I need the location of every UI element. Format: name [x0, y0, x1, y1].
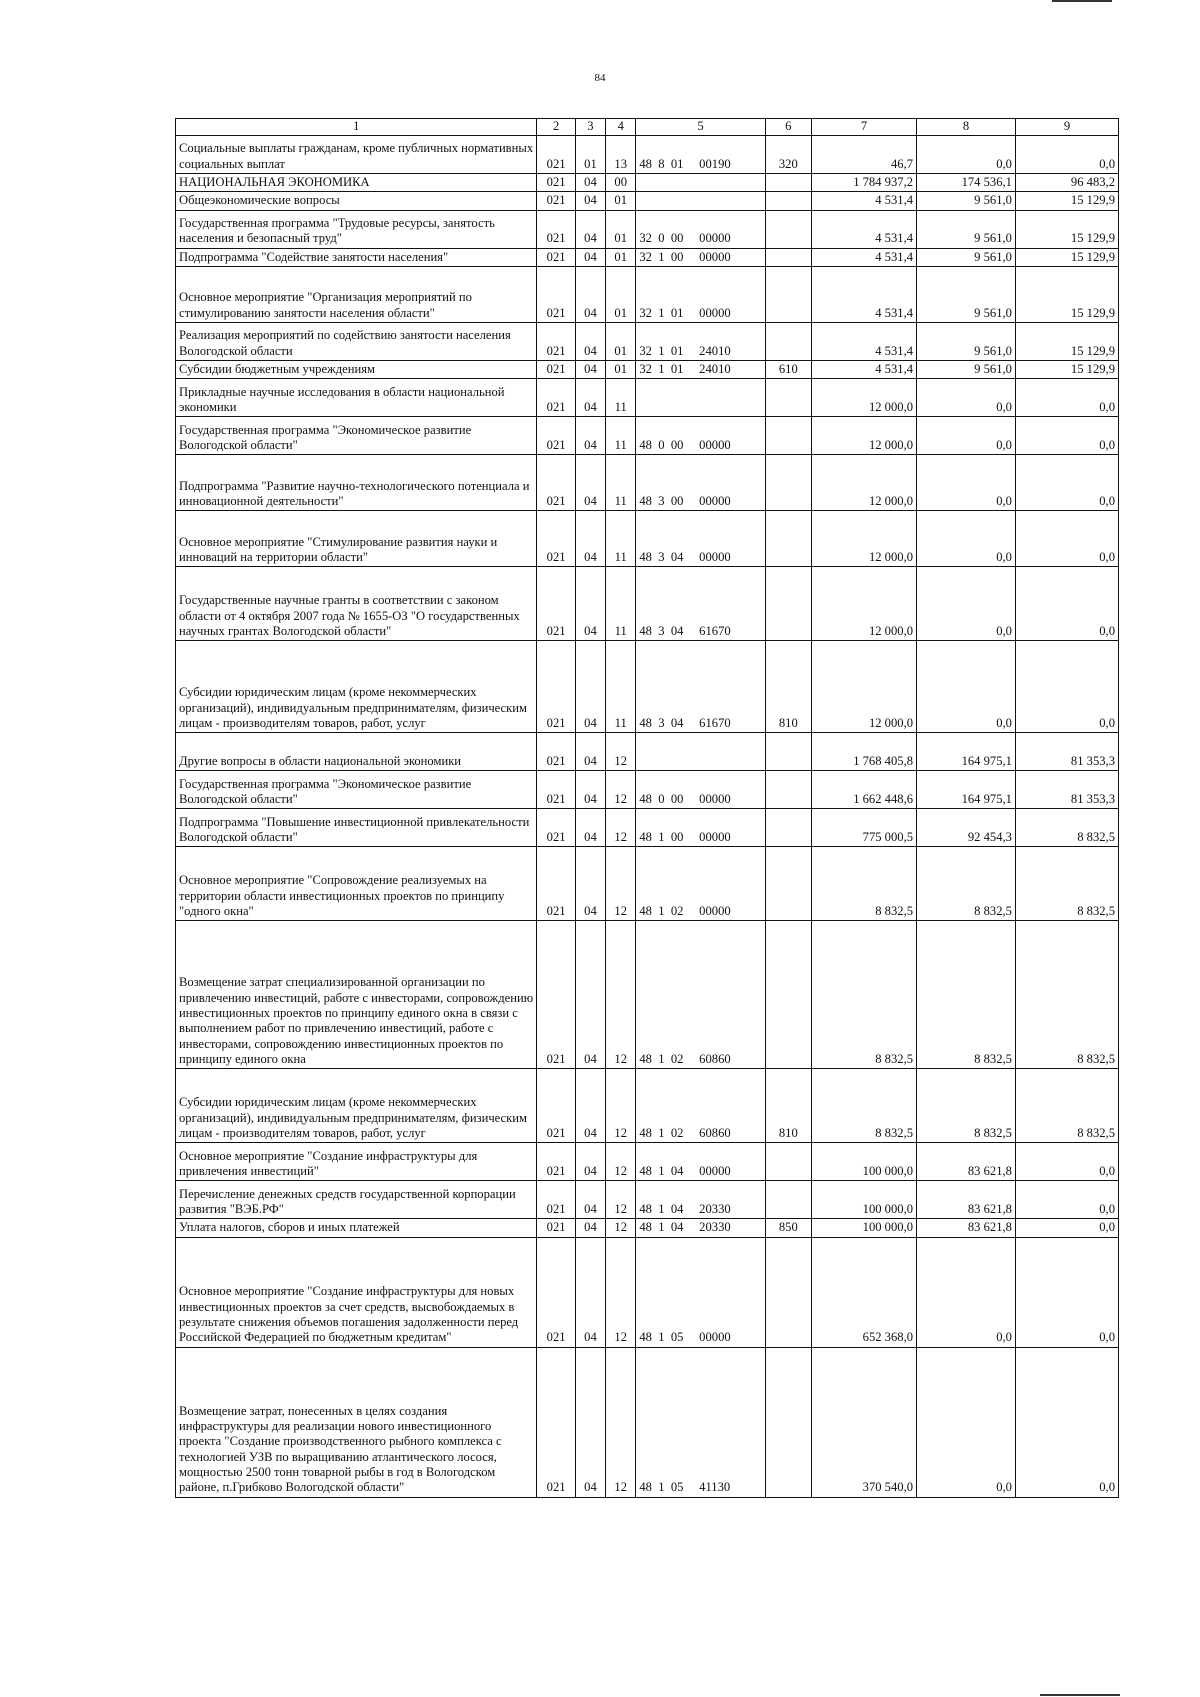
row-code-subsection: 11 — [606, 511, 636, 567]
row-code-subsection: 01 — [606, 361, 636, 379]
row-name: Уплата налогов, сборов и иных платежей — [176, 1219, 537, 1237]
row-name: Общеэкономические вопросы — [176, 192, 537, 210]
row-name: Подпрограмма "Развитие научно-технологического потенциала и инновационной деятельности" — [176, 455, 537, 511]
row-code-section: 04 — [575, 1237, 605, 1347]
row-code-expense: 810 — [765, 1069, 811, 1143]
row-code-target: 48 3 04 61670 — [636, 641, 765, 733]
row-code-expense — [765, 1237, 811, 1347]
row-code-ministry: 021 — [537, 1143, 575, 1181]
row-value-2021: 12 000,0 — [812, 511, 917, 567]
row-code-target: 48 1 04 00000 — [636, 1143, 765, 1181]
row-name: Государственные научные гранты в соответствии с законом области от 4 октября 2007 года № 1655-ОЗ "О государственных научных грантах Вологодской области" — [176, 567, 537, 641]
row-value-2021: 100 000,0 — [812, 1219, 917, 1237]
row-value-2023: 15 129,9 — [1015, 210, 1118, 248]
row-code-expense — [765, 417, 811, 455]
table-row — [176, 136, 1119, 174]
row-code-section: 04 — [575, 1181, 605, 1219]
page-number: 84 — [594, 72, 606, 84]
row-name: Основное мероприятие "Организация мероприятий по стимулированию занятости населения области" — [176, 267, 537, 323]
row-code-target: 48 1 04 20330 — [636, 1181, 765, 1219]
row-code-ministry: 021 — [537, 1069, 575, 1143]
row-value-2023: 8 832,5 — [1015, 847, 1118, 921]
table-row — [176, 733, 1119, 771]
row-code-expense — [765, 267, 811, 323]
row-value-2023: 15 129,9 — [1015, 361, 1118, 379]
row-value-2021: 4 531,4 — [812, 192, 917, 210]
row-value-2021: 4 531,4 — [812, 210, 917, 248]
col-header: 3 — [575, 119, 605, 136]
row-code-ministry: 021 — [537, 323, 575, 361]
row-code-target: 32 1 01 24010 — [636, 323, 765, 361]
row-code-target: 32 1 01 24010 — [636, 361, 765, 379]
row-name: Другие вопросы в области национальной экономики — [176, 733, 537, 771]
row-code-ministry: 021 — [537, 641, 575, 733]
row-code-expense: 850 — [765, 1219, 811, 1237]
row-code-target: 48 8 01 00190 — [636, 136, 765, 174]
row-value-2023: 15 129,9 — [1015, 267, 1118, 323]
row-code-subsection: 01 — [606, 210, 636, 248]
row-code-section: 04 — [575, 1219, 605, 1237]
row-code-section: 04 — [575, 455, 605, 511]
row-value-2022: 83 621,8 — [917, 1219, 1016, 1237]
row-code-ministry: 021 — [537, 1181, 575, 1219]
row-value-2022: 0,0 — [917, 567, 1016, 641]
row-code-target: 48 1 00 00000 — [636, 809, 765, 847]
table-row — [176, 1069, 1119, 1143]
row-code-section: 04 — [575, 379, 605, 417]
row-code-section: 04 — [575, 192, 605, 210]
row-code-subsection: 11 — [606, 641, 636, 733]
row-code-ministry: 021 — [537, 771, 575, 809]
row-value-2023: 0,0 — [1015, 1143, 1118, 1181]
row-code-expense — [765, 379, 811, 417]
row-code-section: 04 — [575, 248, 605, 266]
table-row — [176, 771, 1119, 809]
row-code-section: 04 — [575, 174, 605, 192]
row-code-subsection: 12 — [606, 1069, 636, 1143]
row-value-2021: 100 000,0 — [812, 1143, 917, 1181]
row-code-subsection: 01 — [606, 267, 636, 323]
scan-artifact-bottom — [1040, 1694, 1120, 1696]
row-code-subsection: 12 — [606, 847, 636, 921]
row-value-2023: 0,0 — [1015, 379, 1118, 417]
row-code-ministry: 021 — [537, 809, 575, 847]
row-value-2023: 0,0 — [1015, 417, 1118, 455]
row-value-2023: 0,0 — [1015, 136, 1118, 174]
row-code-subsection: 11 — [606, 417, 636, 455]
row-code-expense — [765, 1181, 811, 1219]
row-code-expense — [765, 174, 811, 192]
row-name: Субсидии бюджетным учреждениям — [176, 361, 537, 379]
row-code-target: 48 1 05 00000 — [636, 1237, 765, 1347]
row-code-ministry: 021 — [537, 847, 575, 921]
row-value-2023: 15 129,9 — [1015, 192, 1118, 210]
row-code-ministry: 021 — [537, 267, 575, 323]
row-code-ministry: 021 — [537, 136, 575, 174]
table-row — [176, 417, 1119, 455]
col-header: 2 — [537, 119, 575, 136]
row-value-2023: 81 353,3 — [1015, 733, 1118, 771]
row-code-subsection: 12 — [606, 809, 636, 847]
row-name: Реализация мероприятий по содействию занятости населения Вологодской области — [176, 323, 537, 361]
row-value-2021: 775 000,5 — [812, 809, 917, 847]
row-code-subsection: 12 — [606, 1219, 636, 1237]
row-code-section: 04 — [575, 323, 605, 361]
table-row — [176, 921, 1119, 1069]
row-code-target: 48 3 04 00000 — [636, 511, 765, 567]
row-value-2021: 1 662 448,6 — [812, 771, 917, 809]
row-value-2022: 83 621,8 — [917, 1143, 1016, 1181]
row-code-subsection: 00 — [606, 174, 636, 192]
row-code-section: 04 — [575, 567, 605, 641]
table-row — [176, 511, 1119, 567]
row-code-expense — [765, 511, 811, 567]
row-name: Основное мероприятие "Создание инфраструктуры для новых инвестиционных проектов за счет средств, высвобождаемых в результате снижения объемов погашения задолженности перед Российской Федерацией по бюджетным кредитам" — [176, 1237, 537, 1347]
row-name: Возмещение затрат, понесенных в целях создания инфраструктуры для реализации нового инвестиционного проекта "Создание производственного рыбного комплекса с технологией УЗВ по выращиванию атлантического лосося, мощностью 2500 тонн товарной рыбы в год в Вологодском районе, п.Грибково Вологодской области" — [176, 1347, 537, 1497]
row-value-2023: 0,0 — [1015, 567, 1118, 641]
row-name: Основное мероприятие "Сопровождение реализуемых на территории области инвестиционных проектов по принципу "одного окна" — [176, 847, 537, 921]
table-row — [176, 210, 1119, 248]
row-code-ministry: 021 — [537, 210, 575, 248]
row-code-ministry: 021 — [537, 1347, 575, 1497]
row-code-expense — [765, 921, 811, 1069]
row-value-2022: 0,0 — [917, 455, 1016, 511]
row-value-2023: 0,0 — [1015, 511, 1118, 567]
col-header: 8 — [917, 119, 1016, 136]
row-value-2023: 0,0 — [1015, 1347, 1118, 1497]
row-code-target — [636, 192, 765, 210]
row-code-subsection: 12 — [606, 1347, 636, 1497]
row-value-2022: 9 561,0 — [917, 248, 1016, 266]
row-code-section: 04 — [575, 847, 605, 921]
row-code-ministry: 021 — [537, 1219, 575, 1237]
row-value-2021: 12 000,0 — [812, 641, 917, 733]
row-name: Субсидии юридическим лицам (кроме некоммерческих организаций), индивидуальным предпринимателям, физическим лицам - производителям товаров, работ, услуг — [176, 1069, 537, 1143]
row-code-ministry: 021 — [537, 455, 575, 511]
row-code-section: 04 — [575, 641, 605, 733]
table-row — [176, 323, 1119, 361]
row-code-expense — [765, 771, 811, 809]
row-value-2023: 15 129,9 — [1015, 248, 1118, 266]
row-code-subsection: 12 — [606, 771, 636, 809]
row-code-expense: 320 — [765, 136, 811, 174]
row-code-target: 32 0 00 00000 — [636, 210, 765, 248]
col-header: 9 — [1015, 119, 1118, 136]
row-value-2023: 0,0 — [1015, 1219, 1118, 1237]
row-value-2021: 652 368,0 — [812, 1237, 917, 1347]
row-code-ministry: 021 — [537, 379, 575, 417]
row-name: Прикладные научные исследования в области национальной экономики — [176, 379, 537, 417]
col-header: 4 — [606, 119, 636, 136]
row-name: Основное мероприятие "Стимулирование развития науки и инноваций на территории области" — [176, 511, 537, 567]
row-code-section: 04 — [575, 771, 605, 809]
row-value-2021: 8 832,5 — [812, 847, 917, 921]
row-code-ministry: 021 — [537, 361, 575, 379]
row-code-subsection: 12 — [606, 1143, 636, 1181]
row-code-ministry: 021 — [537, 511, 575, 567]
row-value-2023: 8 832,5 — [1015, 809, 1118, 847]
row-code-subsection: 11 — [606, 379, 636, 417]
row-code-section: 04 — [575, 511, 605, 567]
row-value-2023: 0,0 — [1015, 641, 1118, 733]
row-code-target: 48 3 00 00000 — [636, 455, 765, 511]
row-code-ministry: 021 — [537, 417, 575, 455]
row-name: Основное мероприятие "Создание инфраструктуры для привлечения инвестиций" — [176, 1143, 537, 1181]
row-value-2023: 0,0 — [1015, 1237, 1118, 1347]
row-code-expense — [765, 210, 811, 248]
row-value-2022: 0,0 — [917, 136, 1016, 174]
row-value-2022: 9 561,0 — [917, 267, 1016, 323]
row-code-subsection: 01 — [606, 248, 636, 266]
row-value-2022: 164 975,1 — [917, 733, 1016, 771]
table-row — [176, 174, 1119, 192]
row-code-target — [636, 379, 765, 417]
row-value-2021: 1 768 405,8 — [812, 733, 917, 771]
row-value-2022: 9 561,0 — [917, 361, 1016, 379]
scan-artifact-top — [1052, 0, 1112, 2]
row-code-section: 01 — [575, 136, 605, 174]
row-code-section: 04 — [575, 1069, 605, 1143]
row-code-subsection: 13 — [606, 136, 636, 174]
row-code-ministry: 021 — [537, 921, 575, 1069]
row-code-expense — [765, 1143, 811, 1181]
table-row — [176, 809, 1119, 847]
table-row — [176, 567, 1119, 641]
row-code-section: 04 — [575, 417, 605, 455]
table-row — [176, 1347, 1119, 1497]
row-value-2022: 9 561,0 — [917, 192, 1016, 210]
row-code-section: 04 — [575, 1143, 605, 1181]
table-row — [176, 248, 1119, 266]
row-value-2022: 8 832,5 — [917, 921, 1016, 1069]
row-code-subsection: 12 — [606, 1181, 636, 1219]
row-value-2022: 83 621,8 — [917, 1181, 1016, 1219]
row-code-ministry: 021 — [537, 567, 575, 641]
col-header: 5 — [636, 119, 765, 136]
row-name: Социальные выплаты гражданам, кроме публичных нормативных социальных выплат — [176, 136, 537, 174]
row-code-expense — [765, 248, 811, 266]
row-value-2022: 0,0 — [917, 1347, 1016, 1497]
row-code-target: 48 3 04 61670 — [636, 567, 765, 641]
row-value-2021: 100 000,0 — [812, 1181, 917, 1219]
row-value-2021: 4 531,4 — [812, 267, 917, 323]
row-code-target: 48 1 02 60860 — [636, 1069, 765, 1143]
row-code-section: 04 — [575, 733, 605, 771]
row-code-subsection: 01 — [606, 323, 636, 361]
row-code-subsection: 12 — [606, 1237, 636, 1347]
row-code-target: 48 1 02 00000 — [636, 847, 765, 921]
row-value-2021: 12 000,0 — [812, 379, 917, 417]
row-code-section: 04 — [575, 921, 605, 1069]
row-value-2023: 96 483,2 — [1015, 174, 1118, 192]
row-value-2021: 4 531,4 — [812, 361, 917, 379]
row-value-2023: 15 129,9 — [1015, 323, 1118, 361]
table-row — [176, 1181, 1119, 1219]
row-name: НАЦИОНАЛЬНАЯ ЭКОНОМИКА — [176, 174, 537, 192]
row-code-target — [636, 174, 765, 192]
row-code-expense — [765, 1347, 811, 1497]
row-code-expense — [765, 192, 811, 210]
row-value-2022: 8 832,5 — [917, 1069, 1016, 1143]
col-header: 7 — [812, 119, 917, 136]
row-value-2022: 9 561,0 — [917, 210, 1016, 248]
row-code-ministry: 021 — [537, 1237, 575, 1347]
row-value-2021: 4 531,4 — [812, 248, 917, 266]
row-value-2023: 8 832,5 — [1015, 1069, 1118, 1143]
row-code-expense: 810 — [765, 641, 811, 733]
row-code-target — [636, 733, 765, 771]
row-code-ministry: 021 — [537, 174, 575, 192]
row-value-2021: 8 832,5 — [812, 1069, 917, 1143]
row-code-target: 48 1 02 60860 — [636, 921, 765, 1069]
row-value-2021: 12 000,0 — [812, 417, 917, 455]
row-code-subsection: 11 — [606, 455, 636, 511]
table-row — [176, 361, 1119, 379]
row-value-2022: 0,0 — [917, 417, 1016, 455]
row-name: Подпрограмма "Содействие занятости населения" — [176, 248, 537, 266]
row-code-expense — [765, 733, 811, 771]
row-code-section: 04 — [575, 267, 605, 323]
row-value-2022: 164 975,1 — [917, 771, 1016, 809]
row-code-target: 48 0 00 00000 — [636, 771, 765, 809]
row-code-expense — [765, 567, 811, 641]
table-row — [176, 847, 1119, 921]
row-value-2022: 9 561,0 — [917, 323, 1016, 361]
row-code-section: 04 — [575, 361, 605, 379]
row-name: Государственная программа "Экономическое развитие Вологодской области" — [176, 417, 537, 455]
table-row — [176, 192, 1119, 210]
row-name: Возмещение затрат специализированной организации по привлечению инвестиций, работе с инвесторами, сопровождению инвестиционных проектов по принципу единого окна в связи с выполнением работ по привлечению инвестиций, работе с инвесторами, сопровождению инвестиционных проектов по принципу единого окна — [176, 921, 537, 1069]
row-value-2023: 0,0 — [1015, 455, 1118, 511]
row-code-expense — [765, 455, 811, 511]
row-code-ministry: 021 — [537, 733, 575, 771]
row-value-2021: 46,7 — [812, 136, 917, 174]
row-value-2022: 0,0 — [917, 379, 1016, 417]
row-value-2022: 0,0 — [917, 511, 1016, 567]
row-code-expense — [765, 847, 811, 921]
row-value-2021: 12 000,0 — [812, 567, 917, 641]
table-row — [176, 1219, 1119, 1237]
row-name: Государственная программа "Трудовые ресурсы, занятость населения и безопасный труд" — [176, 210, 537, 248]
table-row — [176, 455, 1119, 511]
row-value-2022: 0,0 — [917, 1237, 1016, 1347]
row-code-target: 48 1 04 20330 — [636, 1219, 765, 1237]
table-header-row — [176, 119, 1119, 136]
row-name: Субсидии юридическим лицам (кроме некоммерческих организаций), индивидуальным предпринимателям, физическим лицам - производителям товаров, работ, услуг — [176, 641, 537, 733]
col-header: 1 — [176, 119, 537, 136]
row-name: Подпрограмма "Повышение инвестиционной привлекательности Вологодской области" — [176, 809, 537, 847]
row-value-2022: 174 536,1 — [917, 174, 1016, 192]
row-value-2022: 8 832,5 — [917, 847, 1016, 921]
row-value-2021: 370 540,0 — [812, 1347, 917, 1497]
row-code-section: 04 — [575, 210, 605, 248]
row-value-2023: 0,0 — [1015, 1181, 1118, 1219]
row-value-2021: 1 784 937,2 — [812, 174, 917, 192]
row-value-2022: 0,0 — [917, 641, 1016, 733]
budget-table — [175, 118, 1119, 1498]
col-header: 6 — [765, 119, 811, 136]
row-name: Государственная программа "Экономическое развитие Вологодской области" — [176, 771, 537, 809]
table-row — [176, 379, 1119, 417]
row-code-subsection: 01 — [606, 192, 636, 210]
row-code-ministry: 021 — [537, 192, 575, 210]
row-value-2023: 8 832,5 — [1015, 921, 1118, 1069]
table-row — [176, 1237, 1119, 1347]
row-value-2021: 4 531,4 — [812, 323, 917, 361]
row-code-subsection: 12 — [606, 733, 636, 771]
table-row — [176, 1143, 1119, 1181]
row-value-2023: 81 353,3 — [1015, 771, 1118, 809]
row-code-expense — [765, 809, 811, 847]
row-code-expense: 610 — [765, 361, 811, 379]
row-value-2021: 12 000,0 — [812, 455, 917, 511]
row-code-expense — [765, 323, 811, 361]
table-row — [176, 641, 1119, 733]
row-value-2022: 92 454,3 — [917, 809, 1016, 847]
row-code-subsection: 11 — [606, 567, 636, 641]
row-code-ministry: 021 — [537, 248, 575, 266]
row-name: Перечисление денежных средств государственной корпорации развития "ВЭБ.РФ" — [176, 1181, 537, 1219]
table-row — [176, 267, 1119, 323]
row-code-subsection: 12 — [606, 921, 636, 1069]
row-code-target: 48 1 05 41130 — [636, 1347, 765, 1497]
row-code-target: 48 0 00 00000 — [636, 417, 765, 455]
row-value-2021: 8 832,5 — [812, 921, 917, 1069]
row-code-section: 04 — [575, 809, 605, 847]
row-code-target: 32 1 00 00000 — [636, 248, 765, 266]
row-code-section: 04 — [575, 1347, 605, 1497]
row-code-target: 32 1 01 00000 — [636, 267, 765, 323]
